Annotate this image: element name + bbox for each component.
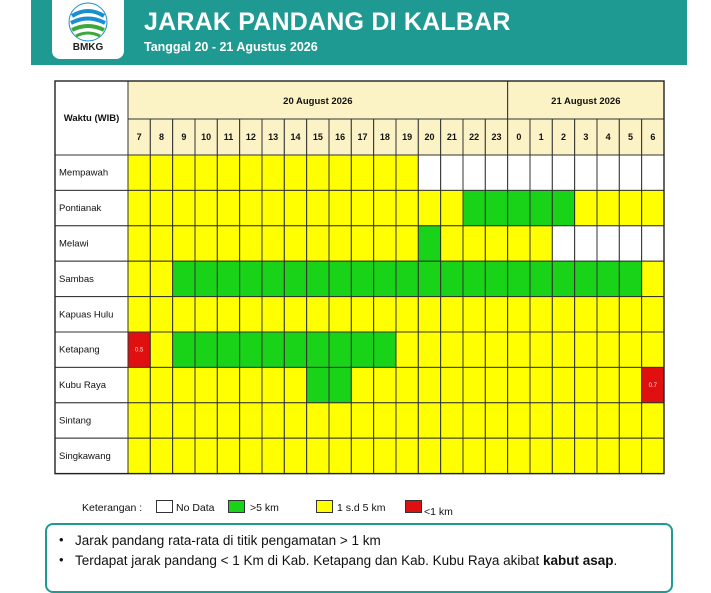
visibility-cell [552, 226, 574, 261]
visibility-cell [284, 438, 306, 473]
visibility-cell [217, 155, 239, 190]
visibility-cell [217, 226, 239, 261]
visibility-cell [597, 438, 619, 473]
visibility-cell [195, 261, 217, 296]
visibility-cell [597, 332, 619, 367]
visibility-cell [508, 332, 530, 367]
visibility-cell [463, 190, 485, 225]
visibility-cell [173, 332, 195, 367]
visibility-cell [642, 297, 664, 332]
page-subtitle: Tanggal 20 - 21 Agustus 2026 [144, 40, 318, 54]
visibility-cell [485, 438, 507, 473]
row-label: Kubu Raya [59, 380, 107, 392]
visibility-cell [351, 332, 373, 367]
visibility-cell [619, 155, 641, 190]
visibility-cell [441, 261, 463, 296]
visibility-cell [619, 438, 641, 473]
row-label: Pontianak [59, 203, 102, 215]
visibility-cell [508, 297, 530, 332]
visibility-cell [552, 332, 574, 367]
visibility-cell [284, 332, 306, 367]
visibility-cell [619, 297, 641, 332]
visibility-cell [463, 297, 485, 332]
visibility-cell [150, 297, 172, 332]
visibility-cell [552, 190, 574, 225]
visibility-cell [128, 297, 150, 332]
visibility-cell [195, 226, 217, 261]
visibility-cell [485, 403, 507, 438]
visibility-cell [240, 297, 262, 332]
date-header-0: 20 August 2026 [283, 96, 353, 107]
visibility-cell [351, 155, 373, 190]
visibility-cell [150, 438, 172, 473]
visibility-cell [374, 155, 396, 190]
visibility-cell [619, 226, 641, 261]
legend-label-nodata: No Data [176, 502, 215, 514]
row-header-label: Waktu (WIB) [63, 113, 120, 124]
note-line-1: Jarak pandang rata-rata di titik pengamatan > 1 km [75, 533, 381, 548]
legend-title: Keterangan : [82, 502, 143, 514]
visibility-cell [396, 190, 418, 225]
visibility-cell [150, 367, 172, 402]
note-line-2-bold: kabut asap [542, 553, 614, 568]
row-label: Sambas [59, 273, 94, 285]
visibility-cell [173, 403, 195, 438]
visibility-cell [128, 403, 150, 438]
visibility-cell [240, 332, 262, 367]
visibility-cell [619, 403, 641, 438]
visibility-cell [374, 403, 396, 438]
visibility-cell [173, 438, 195, 473]
visibility-cell [329, 190, 351, 225]
visibility-cell [485, 332, 507, 367]
visibility-cell [150, 332, 172, 367]
hour-label: 18 [379, 132, 390, 142]
visibility-cell [329, 297, 351, 332]
visibility-cell [217, 332, 239, 367]
visibility-cell [217, 438, 239, 473]
hour-label: 19 [402, 132, 413, 142]
visibility-cell [508, 438, 530, 473]
visibility-cell [396, 226, 418, 261]
visibility-cell [307, 190, 329, 225]
visibility-cell [418, 297, 440, 332]
visibility-cell [530, 332, 552, 367]
visibility-cell [642, 226, 664, 261]
visibility-cell [262, 438, 284, 473]
visibility-cell [552, 297, 574, 332]
hour-label: 13 [268, 132, 279, 142]
hour-label: 15 [312, 132, 323, 142]
visibility-cell [329, 403, 351, 438]
hour-label: 14 [290, 132, 301, 142]
hour-label: 20 [424, 132, 435, 142]
visibility-cell [530, 367, 552, 402]
hour-label: 1 [538, 132, 544, 142]
cell-value-label: 0.7 [648, 383, 658, 390]
visibility-cell [619, 261, 641, 296]
visibility-cell [150, 261, 172, 296]
legend-label-yellow: 1 s.d 5 km [337, 502, 386, 514]
visibility-cell [262, 367, 284, 402]
visibility-cell [530, 297, 552, 332]
note-line-2 [75, 553, 617, 568]
visibility-cell [217, 261, 239, 296]
visibility-cell [150, 155, 172, 190]
visibility-cell [173, 261, 195, 296]
visibility-cell [575, 190, 597, 225]
visibility-cell [307, 367, 329, 402]
hour-label: 5 [627, 132, 634, 142]
visibility-cell [262, 332, 284, 367]
visibility-cell [597, 226, 619, 261]
visibility-cell [195, 155, 217, 190]
visibility-cell [530, 226, 552, 261]
visibility-cell [485, 155, 507, 190]
visibility-cell [307, 261, 329, 296]
row-label: Singkawang [59, 450, 111, 462]
visibility-cell [396, 155, 418, 190]
visibility-cell [329, 261, 351, 296]
hour-label: 12 [245, 132, 256, 142]
hour-label: 23 [491, 132, 502, 142]
visibility-cell [195, 332, 217, 367]
visibility-cell [418, 190, 440, 225]
visibility-cell [619, 367, 641, 402]
visibility-cell [485, 297, 507, 332]
visibility-cell [530, 155, 552, 190]
hour-label: 11 [223, 132, 234, 142]
visibility-cell [173, 155, 195, 190]
visibility-cell [128, 261, 150, 296]
visibility-cell [552, 155, 574, 190]
visibility-cell [575, 332, 597, 367]
visibility-cell [642, 155, 664, 190]
visibility-cell [128, 226, 150, 261]
visibility-cell [418, 261, 440, 296]
visibility-cell [284, 226, 306, 261]
visibility-cell [418, 367, 440, 402]
visibility-cell [441, 332, 463, 367]
visibility-cell [463, 403, 485, 438]
visibility-cell [195, 367, 217, 402]
visibility-cell [351, 261, 373, 296]
visibility-cell [396, 261, 418, 296]
hour-label: 8 [158, 132, 165, 142]
visibility-cell [329, 367, 351, 402]
hour-label: 22 [469, 132, 480, 142]
bullet-icon: • [59, 552, 64, 567]
visibility-cell [217, 190, 239, 225]
visibility-cell [240, 403, 262, 438]
visibility-cell [575, 226, 597, 261]
note-line-2-end: . [613, 553, 618, 568]
visibility-cell [441, 403, 463, 438]
visibility-cell [150, 403, 172, 438]
visibility-cell [418, 438, 440, 473]
visibility-cell [575, 155, 597, 190]
visibility-cell [240, 438, 262, 473]
visibility-cell [418, 403, 440, 438]
visibility-cell [329, 332, 351, 367]
visibility-cell [597, 367, 619, 402]
visibility-cell [262, 226, 284, 261]
hour-label: 7 [136, 132, 142, 142]
visibility-cell [217, 403, 239, 438]
visibility-cell [575, 403, 597, 438]
visibility-cell [441, 297, 463, 332]
hour-label: 4 [605, 132, 611, 142]
visibility-cell [217, 297, 239, 332]
visibility-cell [150, 226, 172, 261]
visibility-cell [195, 438, 217, 473]
visibility-cell [441, 367, 463, 402]
visibility-cell [351, 438, 373, 473]
visibility-cell [262, 403, 284, 438]
visibility-cell [284, 403, 306, 438]
hour-label: 3 [583, 132, 589, 142]
visibility-cell [441, 438, 463, 473]
visibility-cell [396, 297, 418, 332]
visibility-cell [307, 332, 329, 367]
cell-value-label: 0.5 [134, 347, 144, 354]
visibility-cell [552, 261, 574, 296]
row-label: Kapuas Hulu [59, 309, 114, 321]
hour-label: 0 [516, 132, 522, 142]
visibility-cell [597, 155, 619, 190]
visibility-cell [597, 403, 619, 438]
visibility-cell [351, 226, 373, 261]
visibility-cell [217, 367, 239, 402]
visibility-cell [150, 190, 172, 225]
visibility-cell [173, 297, 195, 332]
visibility-cell [374, 367, 396, 402]
visibility-cell [418, 155, 440, 190]
row-label: Ketapang [59, 344, 100, 356]
visibility-cell [508, 403, 530, 438]
visibility-cell [374, 261, 396, 296]
legend-label-green: >5 km [250, 502, 279, 514]
visibility-cell [351, 403, 373, 438]
hour-label: 2 [560, 132, 567, 142]
bullet-icon: • [59, 532, 64, 547]
visibility-cell [284, 190, 306, 225]
visibility-cell [619, 332, 641, 367]
visibility-cell [441, 190, 463, 225]
visibility-cell [463, 155, 485, 190]
visibility-cell [195, 403, 217, 438]
visibility-cell [240, 367, 262, 402]
logo-label: BMKG [72, 42, 104, 53]
visibility-cell [396, 438, 418, 473]
visibility-cell [552, 438, 574, 473]
visibility-cell [374, 438, 396, 473]
visibility-cell [485, 367, 507, 402]
visibility-cell [463, 261, 485, 296]
note-line-2-text: Terdapat jarak pandang < 1 Km di Kab. Ketapang dan Kab. Kubu Raya akibat [75, 553, 543, 568]
visibility-cell [284, 367, 306, 402]
visibility-cell [441, 226, 463, 261]
hour-label: 9 [181, 132, 187, 142]
visibility-cell [396, 332, 418, 367]
visibility-cell [575, 438, 597, 473]
visibility-cell [508, 261, 530, 296]
row-label: Melawi [59, 238, 89, 250]
visibility-cell [396, 367, 418, 402]
visibility-cell [173, 367, 195, 402]
hour-label: 21 [446, 132, 457, 142]
visibility-cell [575, 297, 597, 332]
visibility-cell [240, 155, 262, 190]
visibility-cell [284, 155, 306, 190]
visibility-cell [575, 367, 597, 402]
visibility-cell [642, 261, 664, 296]
legend-swatch-yellow [316, 500, 333, 513]
visibility-cell [307, 297, 329, 332]
visibility-cell [173, 226, 195, 261]
date-header-1: 21 August 2026 [551, 96, 621, 107]
visibility-cell [485, 261, 507, 296]
visibility-cell [284, 261, 306, 296]
visibility-cell [329, 226, 351, 261]
visibility-cell [418, 226, 440, 261]
row-label: Sintang [59, 415, 92, 427]
visibility-cell [642, 438, 664, 473]
visibility-cell [396, 403, 418, 438]
visibility-cell [485, 190, 507, 225]
visibility-cell [374, 332, 396, 367]
visibility-cell [262, 190, 284, 225]
visibility-cell [508, 155, 530, 190]
visibility-cell [374, 226, 396, 261]
visibility-cell [642, 190, 664, 225]
visibility-cell [597, 190, 619, 225]
legend-swatch-nodata [156, 500, 173, 513]
hour-label: 16 [335, 132, 346, 142]
row-label: Mempawah [59, 167, 109, 179]
visibility-cell [463, 226, 485, 261]
visibility-cell [463, 367, 485, 402]
visibility-cell [284, 297, 306, 332]
hour-label: 17 [357, 132, 368, 142]
visibility-cell [530, 438, 552, 473]
visibility-cell [329, 438, 351, 473]
visibility-cell [262, 155, 284, 190]
visibility-cell [351, 367, 373, 402]
visibility-cell [195, 297, 217, 332]
visibility-cell [508, 367, 530, 402]
visibility-cell [307, 226, 329, 261]
legend-label-red: <1 km [424, 506, 453, 518]
visibility-cell [128, 155, 150, 190]
visibility-cell [128, 190, 150, 225]
visibility-cell [173, 190, 195, 225]
visibility-cell [597, 297, 619, 332]
page-title: JARAK PANDANG DI KALBAR [144, 8, 511, 36]
visibility-cell [530, 261, 552, 296]
visibility-cell [530, 190, 552, 225]
hour-label: 6 [650, 132, 656, 142]
visibility-cell [374, 297, 396, 332]
visibility-cell [508, 226, 530, 261]
visibility-cell [374, 190, 396, 225]
visibility-cell [329, 155, 351, 190]
visibility-cell [552, 367, 574, 402]
legend-swatch-red [405, 500, 422, 513]
visibility-cell [307, 403, 329, 438]
hour-label: 10 [201, 132, 212, 142]
visibility-cell [128, 367, 150, 402]
visibility-cell [597, 261, 619, 296]
visibility-cell [240, 261, 262, 296]
visibility-cell [530, 403, 552, 438]
visibility-cell [262, 297, 284, 332]
visibility-cell [240, 226, 262, 261]
visibility-cell [351, 190, 373, 225]
visibility-cell [642, 403, 664, 438]
visibility-cell [351, 297, 373, 332]
visibility-cell [463, 332, 485, 367]
visibility-cell [619, 190, 641, 225]
visibility-cell [642, 332, 664, 367]
visibility-cell [262, 261, 284, 296]
visibility-cell [463, 438, 485, 473]
visibility-cell [575, 261, 597, 296]
visibility-cell [195, 190, 217, 225]
visibility-cell [441, 155, 463, 190]
visibility-cell [485, 226, 507, 261]
visibility-cell [508, 190, 530, 225]
visibility-cell [418, 332, 440, 367]
visibility-cell [307, 155, 329, 190]
legend-swatch-green [228, 500, 245, 513]
notes-box [45, 523, 673, 593]
visibility-cell [128, 438, 150, 473]
visibility-cell [240, 190, 262, 225]
visibility-cell [307, 438, 329, 473]
visibility-cell [552, 403, 574, 438]
